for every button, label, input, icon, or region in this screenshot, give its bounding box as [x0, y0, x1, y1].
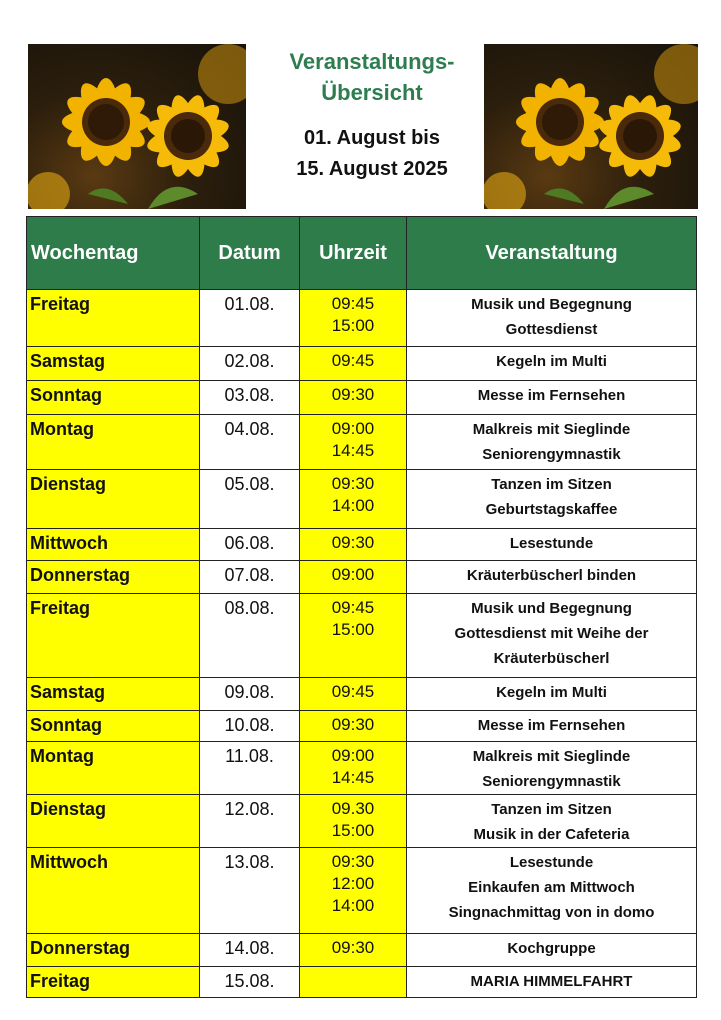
- event-entry: Kochgruppe: [507, 940, 596, 957]
- event-cell: [407, 415, 697, 470]
- date-range-line-1: 01. August bis: [304, 127, 440, 149]
- date-cell: 04.08.: [200, 415, 300, 470]
- column-header-date: Datum: [200, 217, 300, 290]
- weekday-cell: Mittwoch: [27, 848, 200, 934]
- event-entry: Geburtstagskaffee: [485, 501, 618, 518]
- date-cell: 12.08.: [200, 795, 300, 848]
- time-entry: 14:00: [331, 496, 375, 515]
- time-entry: 14:45: [331, 441, 375, 460]
- event-entry: Einkaufen am Mittwoch: [468, 879, 635, 896]
- date-cell: 06.08.: [200, 529, 300, 561]
- date-cell: 03.08.: [200, 381, 300, 415]
- event-entry: Malkreis mit Sieglinde: [472, 421, 631, 438]
- table-row: [27, 742, 697, 795]
- time-entry: 14:45: [331, 768, 375, 787]
- event-cell: [407, 934, 697, 967]
- time-entry: 09:30: [331, 385, 375, 404]
- event-entry: Kegeln im Multi: [496, 684, 607, 701]
- event-entry: Gottesdienst mit Weihe der: [454, 625, 649, 642]
- weekday-cell: Mittwoch: [27, 529, 200, 561]
- time-cell: [300, 795, 407, 848]
- date-cell: 08.08.: [200, 594, 300, 678]
- table-row: [27, 347, 697, 381]
- schedule-table: [26, 216, 697, 998]
- table-row: [27, 290, 697, 347]
- time-cell: [300, 967, 407, 998]
- date-cell: 07.08.: [200, 561, 300, 594]
- event-cell: [407, 742, 697, 795]
- time-entry: 09:00: [331, 565, 375, 584]
- event-entry: Lesestunde: [509, 854, 594, 871]
- table-row: [27, 795, 697, 848]
- time-cell: [300, 711, 407, 742]
- event-entry: Malkreis mit Sieglinde: [472, 748, 631, 765]
- table-row: [27, 594, 697, 678]
- event-entry: Musik und Begegnung: [471, 296, 632, 313]
- event-entry: Seniorengymnastik: [482, 773, 621, 790]
- event-cell: [407, 529, 697, 561]
- date-cell: 10.08.: [200, 711, 300, 742]
- weekday-cell: Donnerstag: [27, 934, 200, 967]
- table-row: [27, 381, 697, 415]
- time-entry: 09:30: [331, 852, 375, 871]
- time-cell: [300, 742, 407, 795]
- event-entry: Kräuterbüscherl binden: [466, 567, 637, 584]
- event-cell: [407, 470, 697, 529]
- time-cell: [300, 415, 407, 470]
- event-cell: [407, 561, 697, 594]
- weekday-cell: Samstag: [27, 347, 200, 381]
- event-cell: [407, 347, 697, 381]
- time-entry: 09:45: [331, 294, 375, 313]
- weekday-cell: Dienstag: [27, 795, 200, 848]
- weekday-cell: Samstag: [27, 678, 200, 711]
- sunflower-photo-left: [28, 44, 246, 209]
- time-entry: 09:30: [331, 474, 375, 493]
- time-cell: [300, 848, 407, 934]
- time-cell: [300, 470, 407, 529]
- event-entry: Singnachmittag von in domo: [448, 904, 655, 921]
- table-row: [27, 848, 697, 934]
- weekday-cell: Freitag: [27, 967, 200, 998]
- time-entry: 12:00: [331, 874, 375, 893]
- time-cell: [300, 561, 407, 594]
- event-cell: [407, 290, 697, 347]
- time-cell: [300, 529, 407, 561]
- time-entry: 09.30: [331, 799, 375, 818]
- time-entry: 09:45: [331, 682, 375, 701]
- time-entry: 15:00: [331, 821, 375, 840]
- weekday-cell: Freitag: [27, 594, 200, 678]
- time-cell: [300, 934, 407, 967]
- weekday-cell: Dienstag: [27, 470, 200, 529]
- table-row: [27, 711, 697, 742]
- event-entry: Tanzen im Sitzen: [491, 801, 612, 818]
- event-entry: Kegeln im Multi: [496, 353, 607, 370]
- event-cell: [407, 381, 697, 415]
- time-entry: 14:00: [331, 896, 375, 915]
- event-entry: Musik in der Cafeteria: [473, 826, 630, 843]
- table-row: [27, 529, 697, 561]
- event-cell: [407, 594, 697, 678]
- date-cell: 05.08.: [200, 470, 300, 529]
- column-header-event: Veranstaltung: [407, 217, 697, 290]
- table-row: [27, 967, 697, 998]
- column-header-time: Uhrzeit: [300, 217, 407, 290]
- event-cell: [407, 711, 697, 742]
- time-cell: [300, 594, 407, 678]
- date-cell: 14.08.: [200, 934, 300, 967]
- table-row: [27, 470, 697, 529]
- weekday-cell: Montag: [27, 742, 200, 795]
- event-entry: Messe im Fernsehen: [477, 387, 626, 404]
- time-cell: [300, 381, 407, 415]
- weekday-cell: Sonntag: [27, 711, 200, 742]
- weekday-cell: Donnerstag: [27, 561, 200, 594]
- title-line-1: Veranstaltungs-: [289, 49, 455, 74]
- time-entry: 09:00: [331, 746, 375, 765]
- event-entry: Gottesdienst: [505, 321, 598, 338]
- weekday-cell: Montag: [27, 415, 200, 470]
- event-entry: Messe im Fernsehen: [477, 717, 626, 734]
- time-entry: 09:45: [331, 351, 375, 370]
- date-cell: 11.08.: [200, 742, 300, 795]
- table-row: [27, 415, 697, 470]
- table-row: [27, 934, 697, 967]
- table-header-row: [27, 217, 697, 290]
- time-entry: 09:45: [331, 598, 375, 617]
- column-header-weekday: Wochentag: [27, 217, 200, 290]
- event-cell: [407, 848, 697, 934]
- date-cell: 01.08.: [200, 290, 300, 347]
- date-cell: 02.08.: [200, 347, 300, 381]
- event-cell: [407, 795, 697, 848]
- date-cell: 13.08.: [200, 848, 300, 934]
- time-cell: [300, 290, 407, 347]
- date-cell: 15.08.: [200, 967, 300, 998]
- title-line-2: Übersicht: [321, 80, 423, 105]
- time-cell: [300, 347, 407, 381]
- event-cell: [407, 678, 697, 711]
- time-entry: 09:30: [331, 938, 375, 957]
- event-entry: Kräuterbüscherl: [493, 650, 610, 667]
- event-entry: Tanzen im Sitzen: [491, 476, 612, 493]
- event-cell: [407, 967, 697, 998]
- event-entry: Musik und Begegnung: [471, 600, 632, 617]
- time-entry: 09:30: [331, 715, 375, 734]
- time-cell: [300, 678, 407, 711]
- time-entry: 15:00: [331, 316, 375, 335]
- event-entry: Lesestunde: [509, 535, 594, 552]
- event-entry: MARIA HIMMELFAHRT: [470, 973, 633, 990]
- time-entry: 09:30: [331, 533, 375, 552]
- date-cell: 09.08.: [200, 678, 300, 711]
- weekday-cell: Sonntag: [27, 381, 200, 415]
- time-entry: 15:00: [331, 620, 375, 639]
- table-row: [27, 678, 697, 711]
- date-range-line-2: 15. August 2025: [296, 158, 448, 180]
- event-entry: Seniorengymnastik: [482, 446, 621, 463]
- time-entry: 09:00: [331, 419, 375, 438]
- table-row: [27, 561, 697, 594]
- sunflower-photo-right: [484, 44, 698, 209]
- weekday-cell: Freitag: [27, 290, 200, 347]
